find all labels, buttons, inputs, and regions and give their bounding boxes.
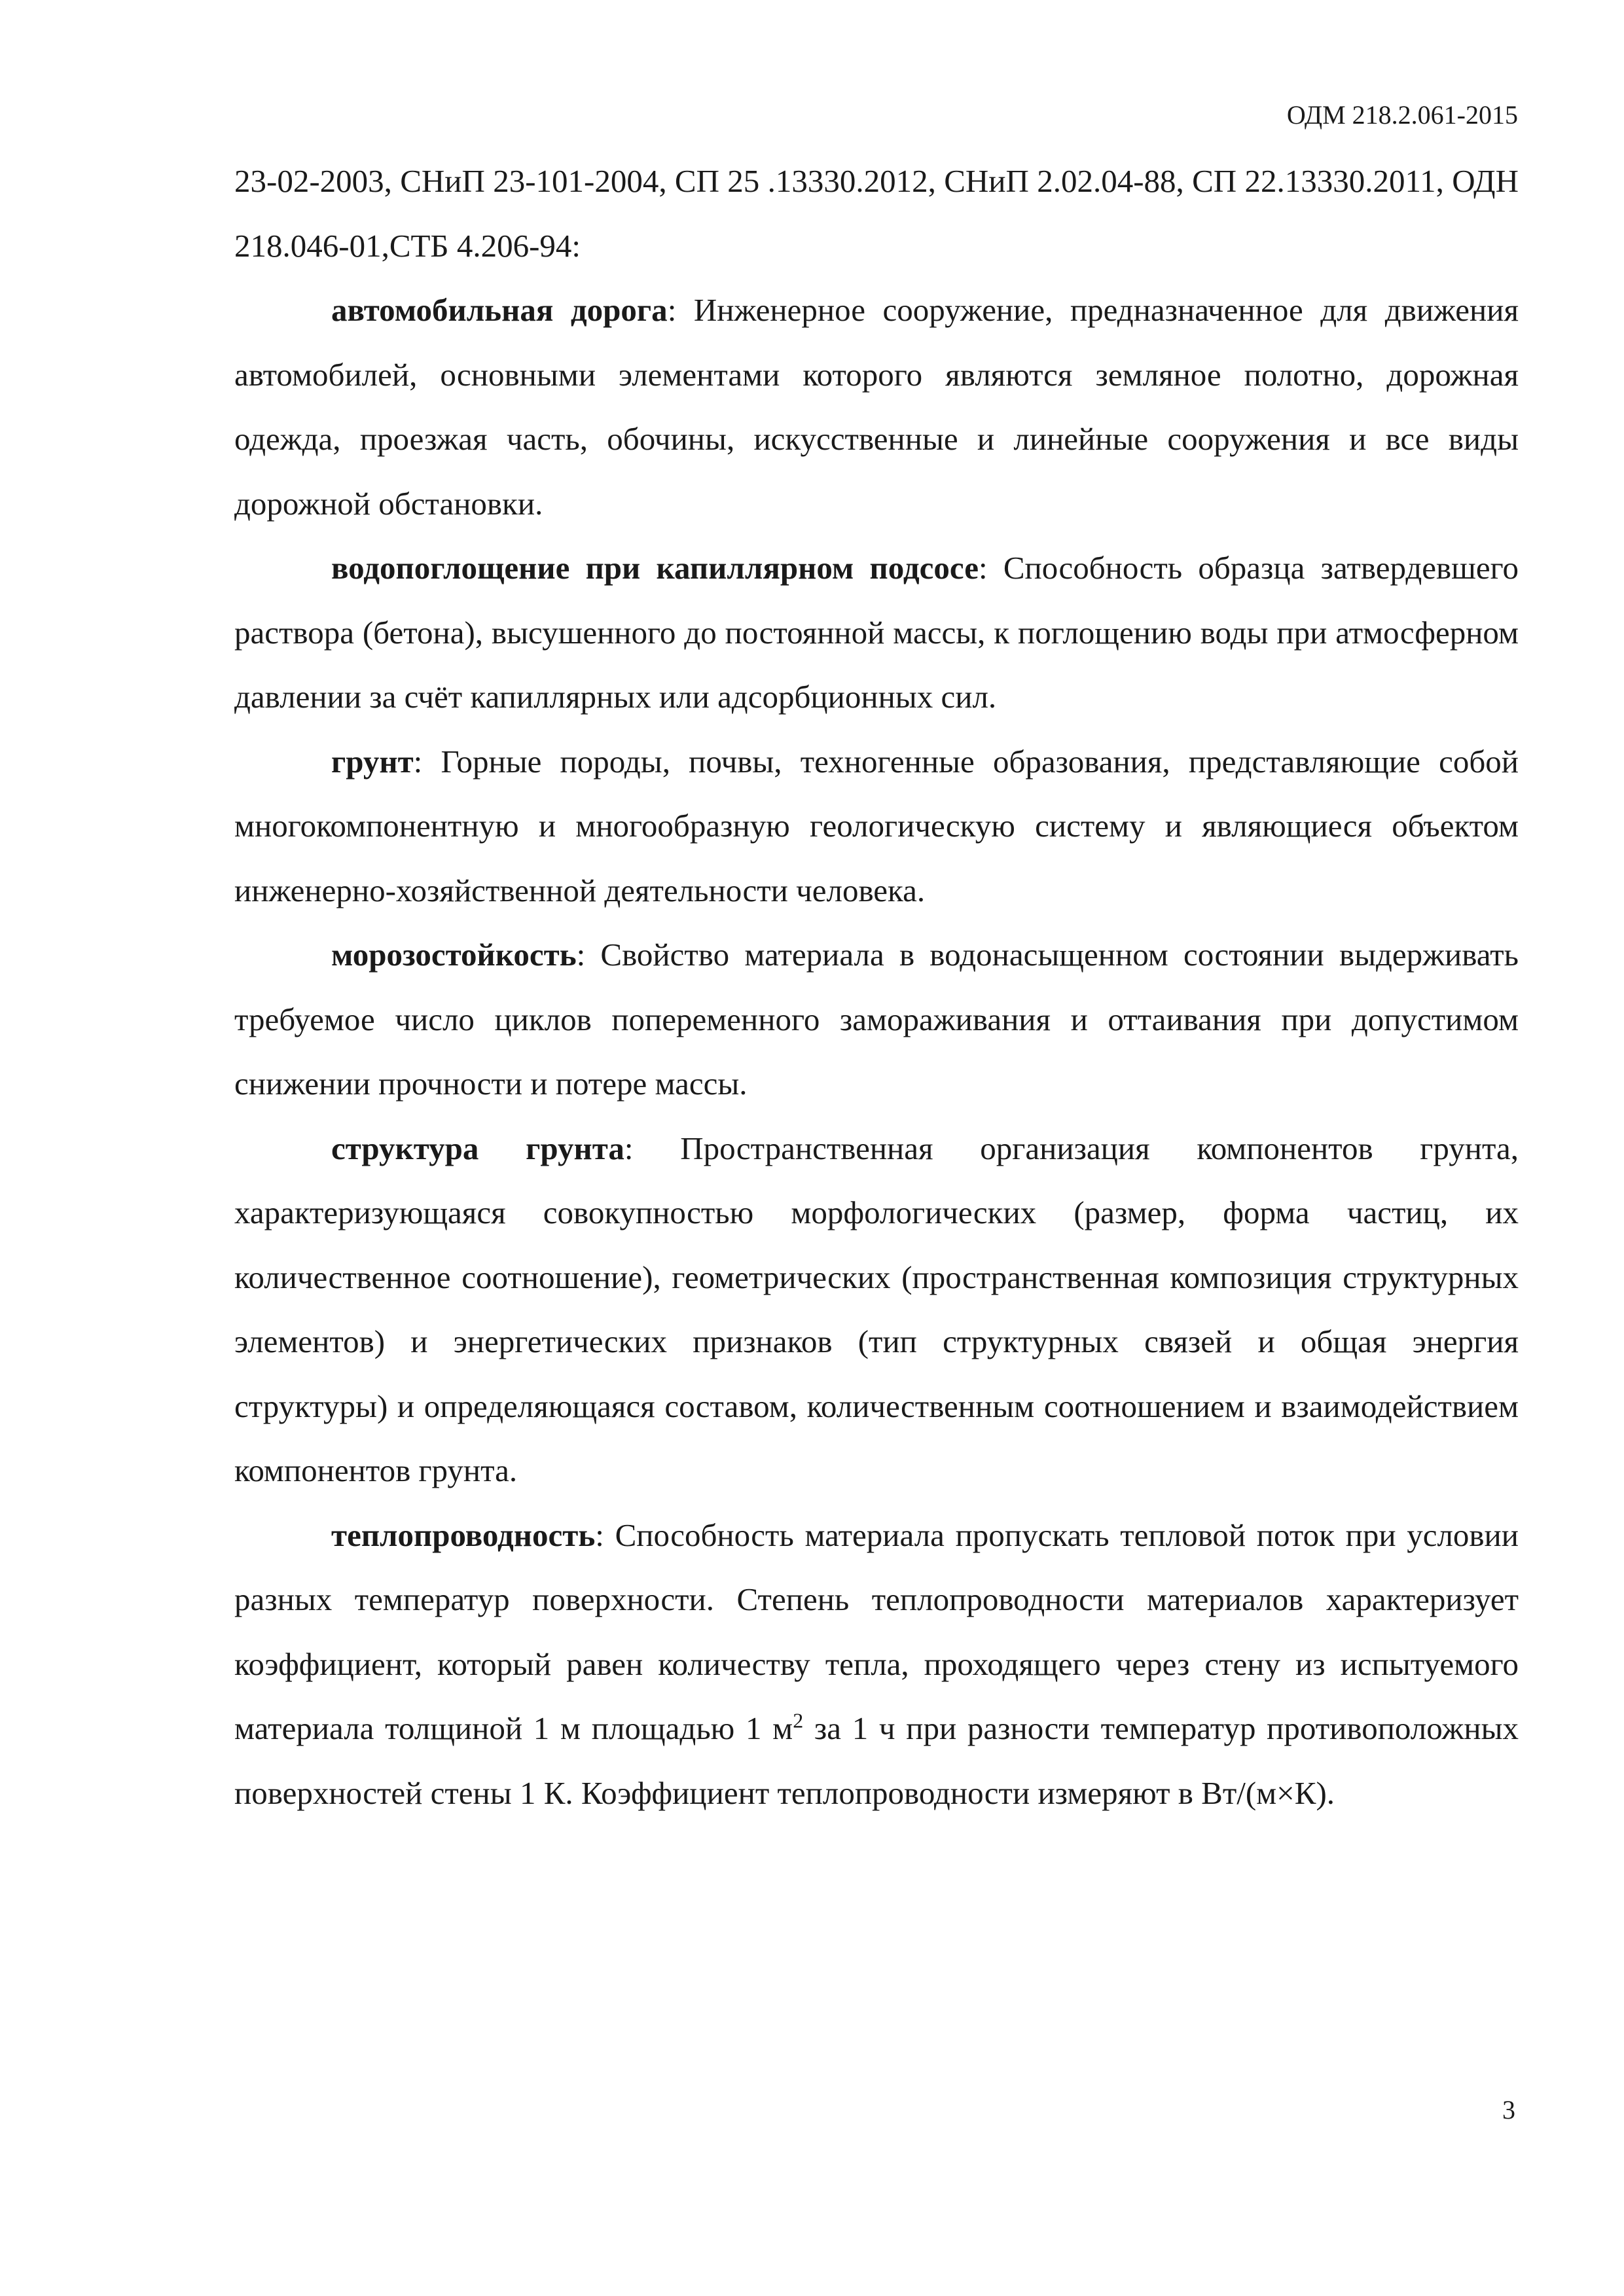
term-definition: : Свойство материала в водонасыщенном состоянии выдерживать требуемое число циклов попеременного замораживания и оттаивания при допустимом снижении прочности и потере массы. xyxy=(234,937,1519,1102)
term-name: грунт xyxy=(331,743,414,780)
term-paragraph xyxy=(234,730,1519,924)
term-definition: : Инженерное сооружение, предназначенное для движения автомобилей, основными элементами которого являются земляное полотно, дорожная одежда, проезжая часть, обочины, искусственные и линейные сооружения и все виды дорожной обстановки. xyxy=(234,292,1519,522)
term-paragraph xyxy=(234,1117,1519,1503)
term-name: структура грунта xyxy=(331,1130,624,1166)
terms-body xyxy=(234,149,1519,1825)
intro-paragraph: 23-02-2003, СНиП 23-101-2004, СП 25 .13330.2012, СНиП 2.02.04-88, СП 22.13330.2011, ОДН 218.046-01,СТБ 4.206-94: xyxy=(234,163,1519,264)
term-definition: : Способность материала пропускать тепловой поток при условии разных температур поверхности. Степень теплопроводности материалов характеризует коэффициент, который равен количеству тепла, проходящего через стену из испытуемого материала толщиной 1 м площадью 1 м xyxy=(234,1516,1519,1746)
term-definition: : Горные породы, почвы, техногенные образования, представляющие собой многокомпонентную и многообразную геологическую систему и являющиеся объектом инженерно-хозяйственной деятельности человека. xyxy=(234,743,1519,908)
superscript-exponent: 2 xyxy=(793,1708,804,1732)
term-paragraph xyxy=(234,1503,1519,1826)
term-paragraph xyxy=(234,536,1519,730)
term-definition-continued: за 1 ч при разности температур противоположных поверхностей стены 1 К. Коэффициент теплопроводности измеряют в Вт/(м×К). xyxy=(234,1710,1519,1811)
page-number: 3 xyxy=(1502,2095,1515,2125)
term-name: теплопроводность xyxy=(331,1516,596,1553)
term-paragraph xyxy=(234,278,1519,536)
term-definition: : Пространственная организация компонентов грунта, характеризующаяся совокупностью морфологических (размер, форма частиц, их количественное соотношение), геометрических (пространственная композиция структурных элементов) и энергетических признаков (тип структурных связей и общая энергия структуры) и определяющаяся составом, количественным соотношением и взаимодействием компонентов грунта. xyxy=(234,1130,1519,1488)
term-name: водопоглощение при капиллярном подсосе xyxy=(331,550,979,586)
term-paragraph xyxy=(234,923,1519,1117)
document-code-header: ОДМ 218.2.061-2015 xyxy=(1286,100,1518,130)
term-definition: : Способность образца затвердевшего раствора (бетона), высушенного до постоянной массы, к поглощению воды при атмосферном давлении за счёт капиллярных или адсорбционных сил. xyxy=(234,550,1519,715)
term-name: автомобильная дорога xyxy=(331,292,668,328)
term-name: морозостойкость xyxy=(331,937,577,973)
